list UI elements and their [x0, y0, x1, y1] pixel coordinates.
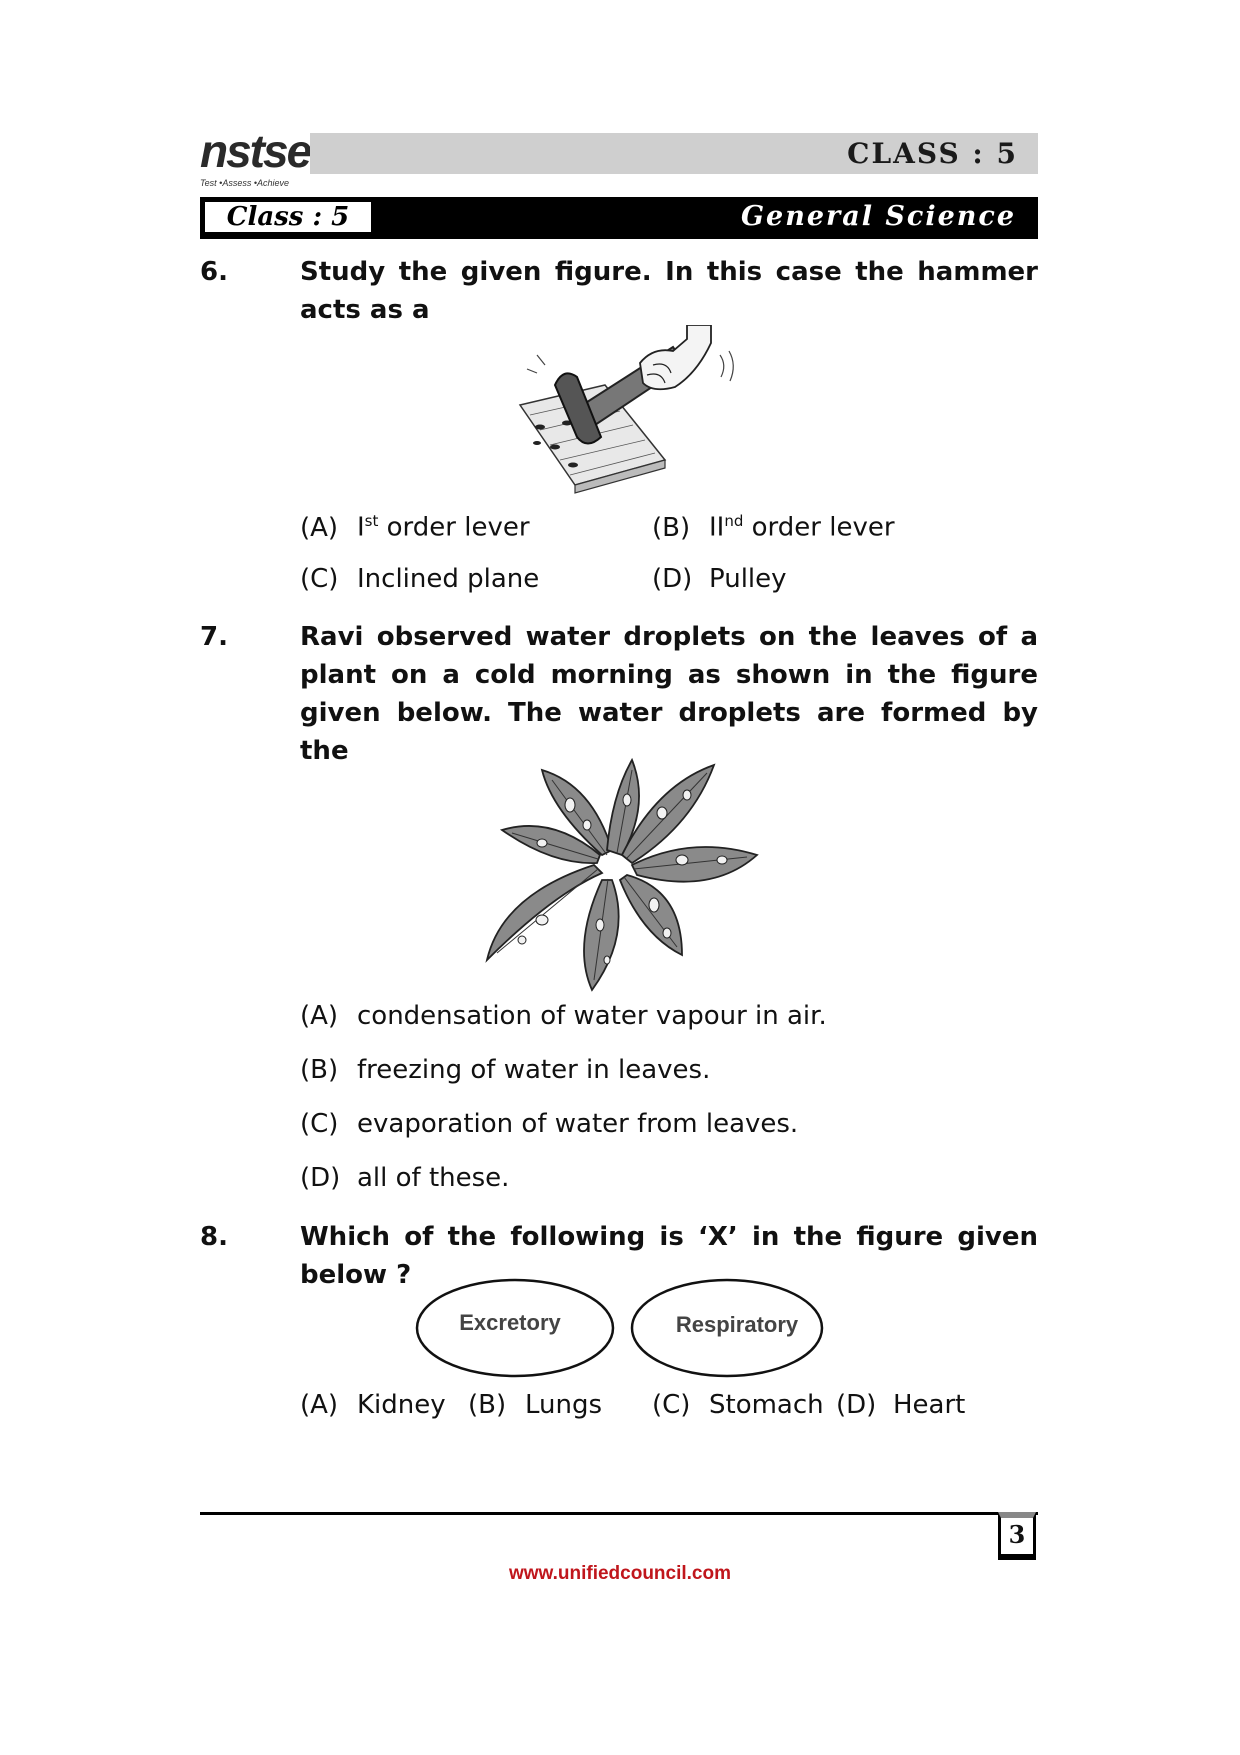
option-text: condensation of water vapour in air. — [357, 1001, 827, 1031]
option-text: evaporation of water from leaves. — [357, 1109, 799, 1139]
subject-title: General Science — [740, 201, 1016, 232]
question-8-option-c[interactable] — [652, 1390, 824, 1420]
option-text: freezing of water in leaves. — [357, 1055, 711, 1085]
hand-shape — [640, 325, 711, 389]
question-7-option-b[interactable] — [300, 1055, 710, 1085]
page-number: 3 — [998, 1512, 1036, 1560]
option-text-main: Pulley — [709, 564, 787, 594]
leaves-group — [487, 760, 757, 990]
option-label: (B) — [652, 512, 691, 543]
class-banner — [310, 133, 1038, 174]
leaf-shape — [632, 847, 757, 882]
question-7-option-a[interactable] — [300, 1001, 827, 1031]
option-label: (B) — [300, 1055, 339, 1085]
question-7-number: 7. — [200, 622, 228, 652]
class-banner-text: CLASS : 5 — [847, 137, 1018, 170]
question-6-text: Study the given figure. In this case the hammer acts as a — [300, 257, 1038, 325]
venn-right-label: Respiratory — [675, 1312, 799, 1337]
option-label: (C) — [300, 564, 339, 594]
option-text: all of these. — [357, 1163, 510, 1193]
question-8-option-d[interactable] — [836, 1390, 965, 1420]
question-8-option-a[interactable] — [300, 1390, 446, 1420]
leaf-shape — [620, 875, 682, 955]
option-label: (C) — [652, 1390, 691, 1420]
nstse-logo — [200, 125, 311, 190]
option-label: (A) — [300, 1001, 339, 1031]
question-8-text: Which of the following is ‘X’ in the figure given below ? — [300, 1222, 1038, 1290]
question-7-option-d[interactable] — [300, 1163, 509, 1193]
option-text-main: II — [709, 512, 725, 543]
logo-wordmark: nstse — [200, 125, 311, 177]
option-label: (A) — [300, 1390, 339, 1420]
option-text-superscript: st — [364, 512, 379, 530]
option-text: Heart — [893, 1390, 966, 1420]
option-text-rest: order lever — [743, 512, 895, 543]
question-6-number: 6. — [200, 257, 228, 287]
class-box: Class : 5 — [203, 200, 373, 234]
question-7-option-c[interactable] — [300, 1109, 798, 1139]
option-text: Stomach — [709, 1390, 824, 1420]
option-text-superscript: nd — [724, 512, 744, 530]
leaf-shape — [584, 880, 619, 990]
footer-rule — [200, 1512, 1038, 1515]
footer-url[interactable]: www.unifiedcouncil.com — [508, 1563, 732, 1584]
option-label: (C) — [300, 1109, 339, 1139]
question-8-option-b[interactable] — [468, 1390, 602, 1420]
option-text-main: Inclined plane — [357, 564, 540, 594]
plant-leaves-figure — [482, 755, 762, 995]
subject-bar — [200, 197, 1038, 239]
logo-tagline: Test •Assess •Achieve — [200, 178, 290, 188]
question-6-option-b[interactable] — [652, 512, 895, 543]
option-label: (B) — [468, 1390, 507, 1420]
venn-center-label: X — [613, 1316, 629, 1341]
option-text-rest: order lever — [378, 512, 530, 543]
question-8-number: 8. — [200, 1222, 228, 1252]
question-6-option-c[interactable] — [300, 564, 539, 594]
venn-diagram — [415, 1275, 825, 1385]
venn-left-label: Excretory — [459, 1310, 561, 1335]
question-6-option-a[interactable] — [300, 512, 530, 543]
option-label: (D) — [836, 1390, 877, 1420]
option-text: Lungs — [525, 1390, 603, 1420]
option-label: (D) — [652, 564, 693, 594]
question-7-text: Ravi observed water droplets on the leaves of a plant on a cold morning as shown in the figure given below. The water droplets are formed by the — [300, 622, 1038, 766]
hammer-figure — [515, 325, 745, 495]
option-text: Kidney — [357, 1390, 446, 1420]
option-label: (A) — [300, 512, 339, 543]
question-6-option-d[interactable] — [652, 564, 787, 594]
option-text-main: I — [357, 512, 365, 543]
option-label: (D) — [300, 1163, 341, 1193]
